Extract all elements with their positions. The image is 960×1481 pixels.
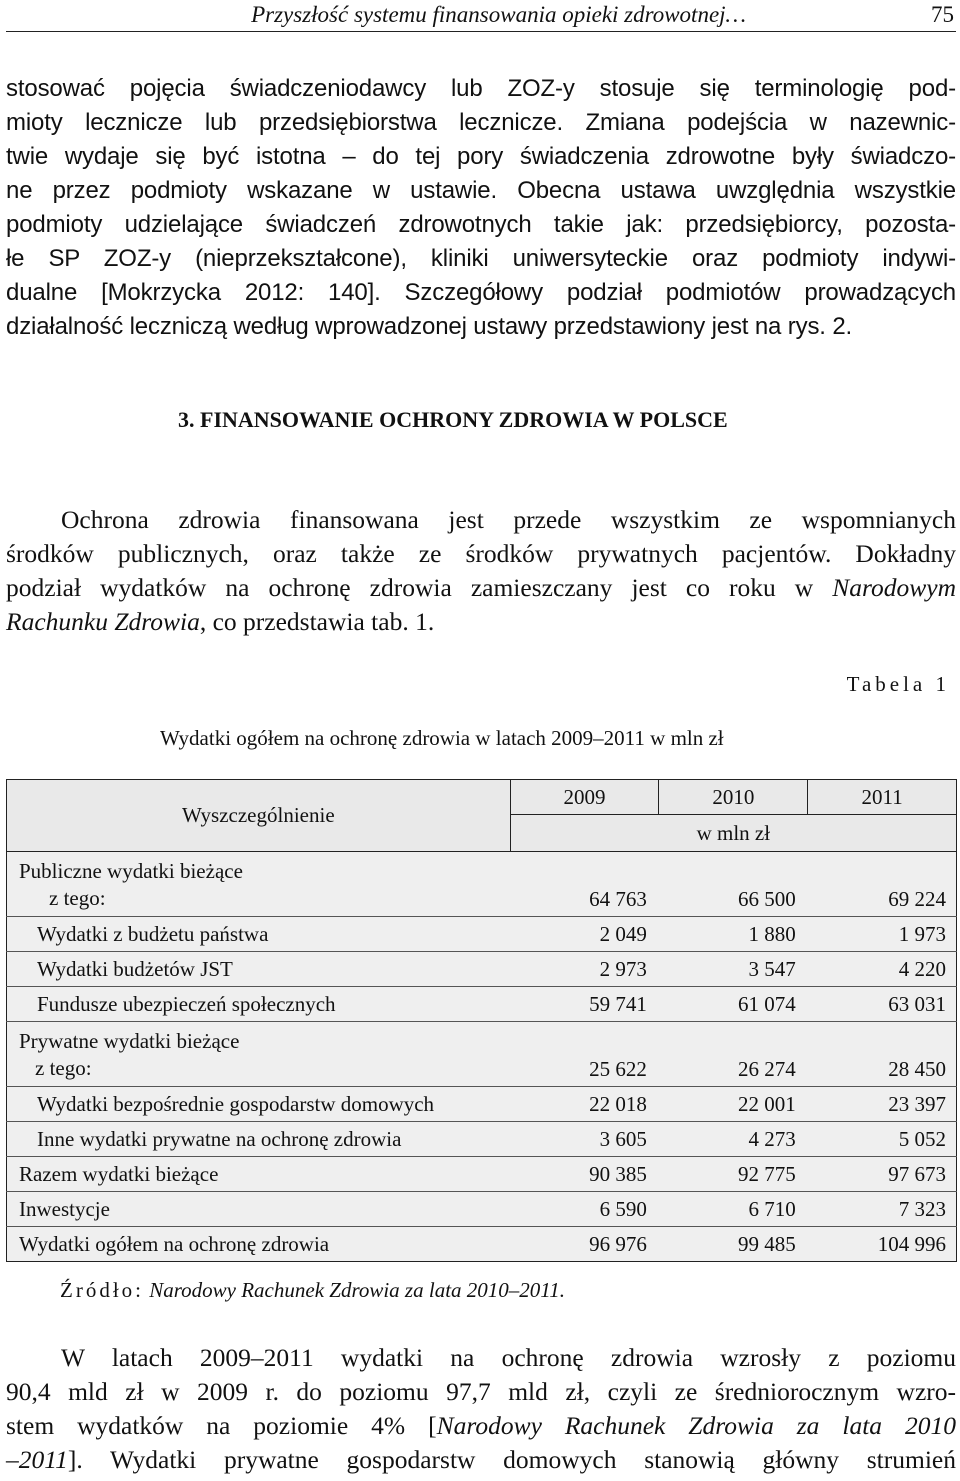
text-line: łe SP ZOZ-y (nieprzekształcone), kliniki uniwersyteckie oraz podmioty indywi-	[6, 245, 956, 272]
cell-value: 7 323	[808, 1192, 957, 1227]
running-title: Przyszłość systemu finansowania opieki zdrowotnej…	[251, 2, 746, 27]
text-line: twie wydaje się być istotna – do tej pory świadczenia zdrowotne były świadczo-	[6, 143, 956, 170]
table-source-note	[60, 1278, 565, 1303]
table-row	[7, 1022, 957, 1087]
cell-value: 23 397	[808, 1087, 957, 1122]
cell-value: 90 385	[510, 1157, 659, 1192]
cell-value: 3 547	[659, 952, 808, 987]
table-header-year: 2009	[510, 780, 659, 815]
cell-value: 2 049	[510, 917, 659, 952]
table-row	[7, 1087, 957, 1122]
text-segment: stem wydatków na poziomie 4% [	[6, 1411, 437, 1440]
row-label: Wydatki budżetów JST	[7, 952, 511, 987]
row-label: Wydatki bezpośrednie gospodarstw domowych	[7, 1087, 511, 1122]
cell-value: 99 485	[659, 1227, 808, 1262]
text-line	[6, 571, 956, 605]
table-row	[7, 987, 957, 1022]
cell-value: 63 031	[808, 987, 957, 1022]
cell-value: 25 622	[510, 1022, 659, 1087]
cell-value: 6 710	[659, 1192, 808, 1227]
cell-value: 6 590	[510, 1192, 659, 1227]
text-line: mioty lecznicze lub przedsiębiorstwa lecznicze. Zmiana podejścia w nazewnic-	[6, 109, 956, 136]
text-line: podmioty udzielające świadczeń zdrowotnych takie jak: przedsiębiorcy, pozosta-	[6, 211, 956, 238]
text-line: W latach 2009–2011 wydatki na ochronę zdrowia wzrosły z poziomu	[61, 1343, 956, 1372]
text-segment-italic: Narodowy Rachunek Zdrowia za lata 2010	[436, 1411, 956, 1440]
source-label: Źródło:	[60, 1278, 144, 1302]
cell-value: 5 052	[808, 1122, 957, 1157]
cell-value: 4 273	[659, 1122, 808, 1157]
source-title: Narodowy Rachunek Zdrowia za lata 2010–2011.	[149, 1278, 565, 1302]
paragraph-financing	[6, 503, 956, 639]
text-line	[6, 1409, 956, 1443]
page-number: 75	[931, 2, 954, 27]
cell-value: 92 775	[659, 1157, 808, 1192]
cell-value: 26 274	[659, 1022, 808, 1087]
table-header-year: 2011	[808, 780, 957, 815]
text-line: Ochrona zdrowia finansowana jest przede wszystkim ze wspomnianych	[61, 505, 956, 534]
row-label	[7, 852, 511, 917]
table-tag: Tabela 1	[846, 672, 950, 696]
table-header-unit: w mln zł	[510, 815, 956, 852]
row-label: Razem wydatki bieżące	[7, 1157, 511, 1192]
table-row	[7, 1157, 957, 1192]
text-segment: podział wydatków na ochronę zdrowia zamieszczany jest co roku w	[6, 573, 833, 602]
cell-value: 4 220	[808, 952, 957, 987]
row-label-line: Publiczne wydatki bieżące	[19, 859, 243, 883]
text-line: środków publicznych, oraz także ze środków prywatnych pacjentów. Dokładny	[6, 539, 956, 568]
cell-value: 66 500	[659, 852, 808, 917]
text-segment-italic: –2011	[6, 1445, 68, 1474]
text-line	[6, 1443, 956, 1477]
table-header-year: 2010	[659, 780, 808, 815]
expenditure-table	[6, 779, 957, 1262]
cell-value: 3 605	[510, 1122, 659, 1157]
section-heading: 3. FINANSOWANIE OCHRONY ZDROWIA W POLSCE	[178, 407, 728, 432]
cell-value: 97 673	[808, 1157, 957, 1192]
cell-value: 69 224	[808, 852, 957, 917]
table-row	[7, 952, 957, 987]
cell-value: 2 973	[510, 952, 659, 987]
cell-value: 22 001	[659, 1087, 808, 1122]
text-segment: , co przedstawia tab. 1.	[199, 607, 435, 636]
cell-value: 59 741	[510, 987, 659, 1022]
paragraph-growth	[6, 1341, 956, 1477]
row-label	[7, 1022, 511, 1087]
cell-value: 1 880	[659, 917, 808, 952]
row-label-line: z tego:	[49, 886, 106, 910]
paragraph-intro	[6, 72, 956, 344]
row-label: Wydatki z budżetu państwa	[7, 917, 511, 952]
text-line: 90,4 mld zł w 2009 r. do poziomu 97,7 mld zł, czyli ze średniorocznym wzro-	[6, 1377, 956, 1406]
table-row	[7, 1122, 957, 1157]
table-row	[7, 1227, 957, 1262]
cell-value: 22 018	[510, 1087, 659, 1122]
table-row	[7, 852, 957, 917]
cell-value: 104 996	[808, 1227, 957, 1262]
cell-value: 64 763	[510, 852, 659, 917]
text-line: dualne [Mokrzycka 2012: 140]. Szczegółowy podział podmiotów prowadzących	[6, 279, 956, 306]
cell-value: 28 450	[808, 1022, 957, 1087]
row-label-line: Prywatne wydatki bieżące	[19, 1029, 240, 1053]
row-label: Inne wydatki prywatne na ochronę zdrowia	[7, 1122, 511, 1157]
text-line: ne przez podmioty wskazane w ustawie. Obecna ustawa uwzględnia wszystkie	[6, 177, 956, 204]
table-row	[7, 917, 957, 952]
row-label: Fundusze ubezpieczeń społecznych	[7, 987, 511, 1022]
row-label-line: z tego:	[35, 1056, 92, 1080]
text-segment: ]. Wydatki prywatne gospodarstw domowych stanowią główny strumień	[67, 1445, 956, 1474]
text-segment-italic: Narodowym	[832, 573, 956, 602]
cell-value: 1 973	[808, 917, 957, 952]
row-label: Wydatki ogółem na ochronę zdrowia	[7, 1227, 511, 1262]
text-segment-italic: Rachunku Zdrowia	[6, 607, 200, 636]
cell-value: 61 074	[659, 987, 808, 1022]
row-label: Inwestycje	[7, 1192, 511, 1227]
running-header	[6, 0, 956, 32]
cell-value: 96 976	[510, 1227, 659, 1262]
text-line	[6, 605, 956, 639]
text-line: działalność leczniczą według wprowadzonej ustawy przedstawiony jest na rys. 2.	[6, 313, 853, 340]
table-caption: Wydatki ogółem na ochronę zdrowia w latach 2009–2011 w mln zł	[160, 726, 724, 750]
table-row	[7, 1192, 957, 1227]
text-line: stosować pojęcia świadczeniodawcy lub ZOZ-y stosuje się terminologię pod-	[6, 75, 956, 102]
table-header-label: Wyszczególnienie	[7, 780, 511, 852]
